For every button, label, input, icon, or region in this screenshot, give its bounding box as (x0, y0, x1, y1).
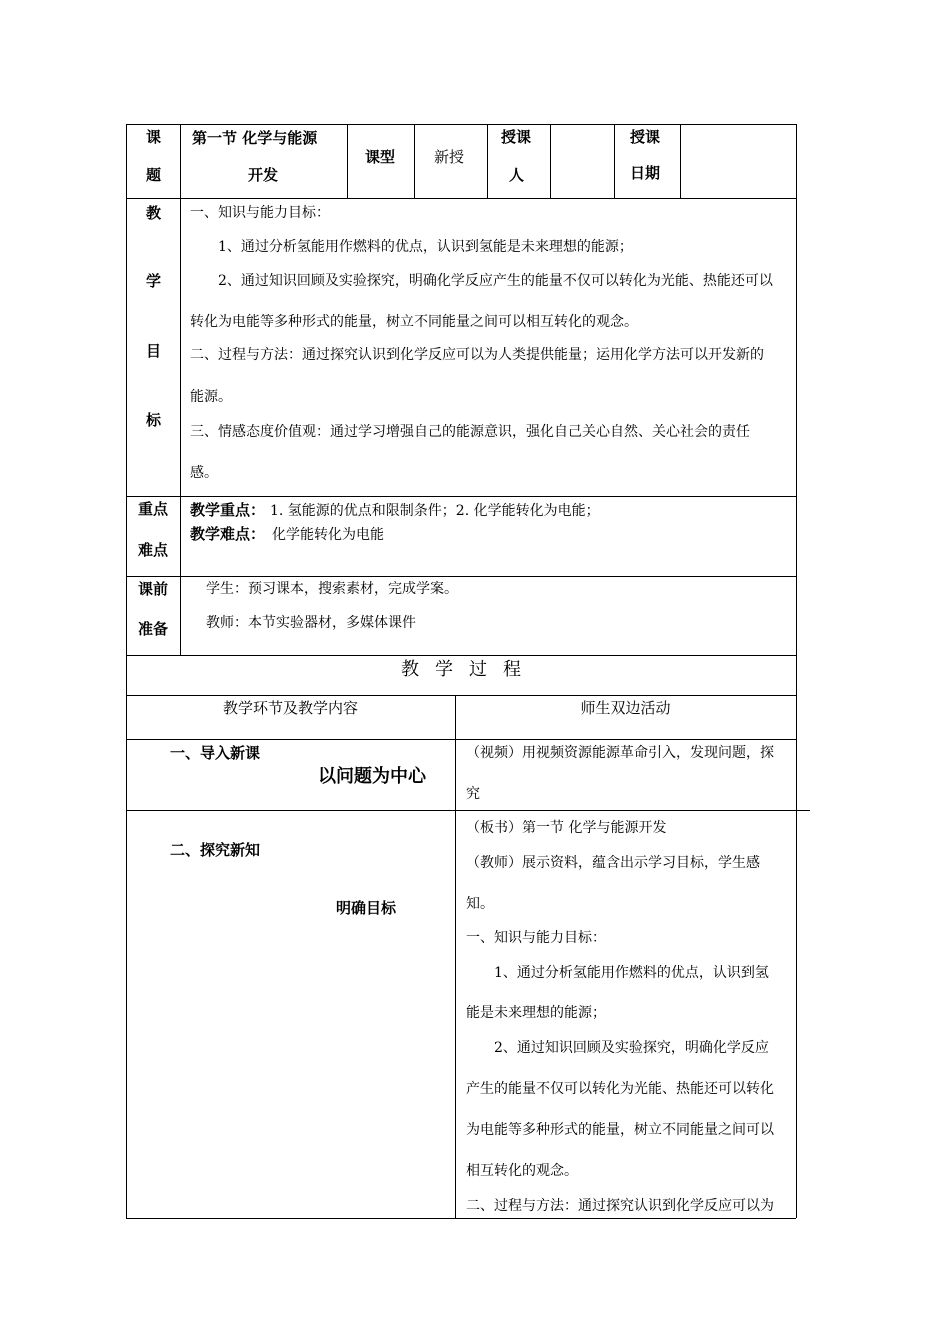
process-col-left: 教学环节及教学内容 (222, 699, 358, 717)
process-col-right: 师生双边活动 (580, 699, 671, 717)
type-label: 课型 (365, 148, 396, 166)
step1-title: 一、导入新课 (170, 744, 261, 762)
step1-subtitle: 以问题为中心 (318, 766, 426, 787)
step2-subtitle: 明确目标 (336, 899, 397, 917)
step2-title: 二、探究新知 (170, 841, 261, 859)
type-value: 新授 (434, 148, 465, 166)
process-title: 教学过程 (401, 659, 537, 680)
